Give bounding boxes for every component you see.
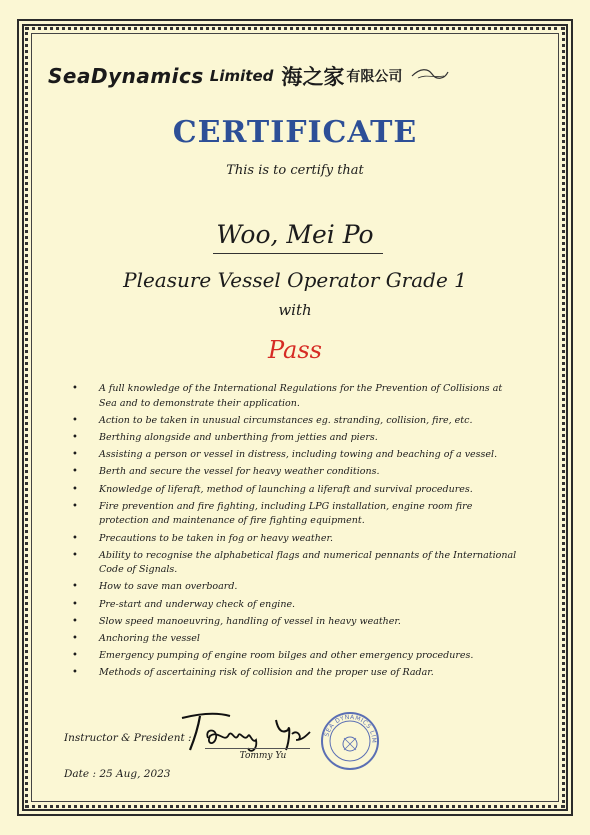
list-item: • Anchoring the vessel [72, 632, 520, 647]
recipient-name: Woo, Mei Po [216, 220, 374, 249]
signature-line [205, 748, 310, 749]
issue-date: Date : 25 Aug, 2023 [64, 768, 171, 780]
certificate-title: CERTIFICATE [172, 115, 418, 150]
certify-line: This is to certify that [226, 163, 364, 178]
instructor-label: Instructor & President : [64, 732, 192, 744]
list-item: • Assisting a person or vessel in distress, including towing and beaching of a vessel. [72, 448, 520, 463]
certificate-grade: Pleasure Vessel Operator Grade 1 [123, 268, 467, 292]
with-word: with [278, 301, 312, 319]
company-header [48, 60, 548, 92]
company-seal [319, 710, 381, 776]
list-item: • Precautions to be taken in fog or heavy weather. [72, 532, 520, 547]
svg-text:SEA DYNAMICS LIMITED [319, 710, 377, 743]
list-item: • How to save man overboard. [72, 580, 520, 595]
wave-swirl-icon [410, 66, 450, 86]
list-item: • Berthing alongside and unberthing from jetties and piers. [72, 431, 520, 446]
company-name-en: SeaDynamics [48, 64, 204, 88]
list-item: • Slow speed manoeuvring, handling of vessel in heavy weather. [72, 615, 520, 630]
company-name-zh-suffix: 有限公司 [346, 69, 403, 85]
list-item: • Ability to recognise the alphabetical flags and numerical pennants of the International Code of Signals. [72, 549, 520, 578]
list-item: • Emergency pumping of engine room bilges and other emergency procedures. [72, 649, 520, 664]
competency-list [72, 382, 520, 684]
name-underline [213, 253, 383, 254]
list-item: • Methods of ascertaining risk of collision and the proper use of Radar. [72, 666, 520, 681]
list-item: • A full knowledge of the International Regulations for the Prevention of Collisions at Sea and to demonstrate their application. [72, 382, 520, 411]
list-item: • Knowledge of liferaft, method of launching a liferaft and survival procedures. [72, 483, 520, 498]
signer-name: Tommy Yu [239, 751, 287, 761]
company-name-zh: 海之家 [281, 65, 345, 89]
list-item: • Pre-start and underway check of engine. [72, 598, 520, 613]
result-pass: Pass [267, 336, 322, 364]
list-item: • Fire prevention and fire fighting, including LPG installation, engine room fire protection and maintenance of fire fighting equipment. [72, 500, 520, 529]
seal-text: SEA DYNAMICS LIM [323, 713, 378, 744]
company-name-en-suffix: Limited [209, 67, 274, 85]
list-item: • Action to be taken in unusual circumstances eg. stranding, collision, fire, etc. [72, 414, 520, 429]
list-item: • Berth and secure the vessel for heavy weather conditions. [72, 465, 520, 480]
